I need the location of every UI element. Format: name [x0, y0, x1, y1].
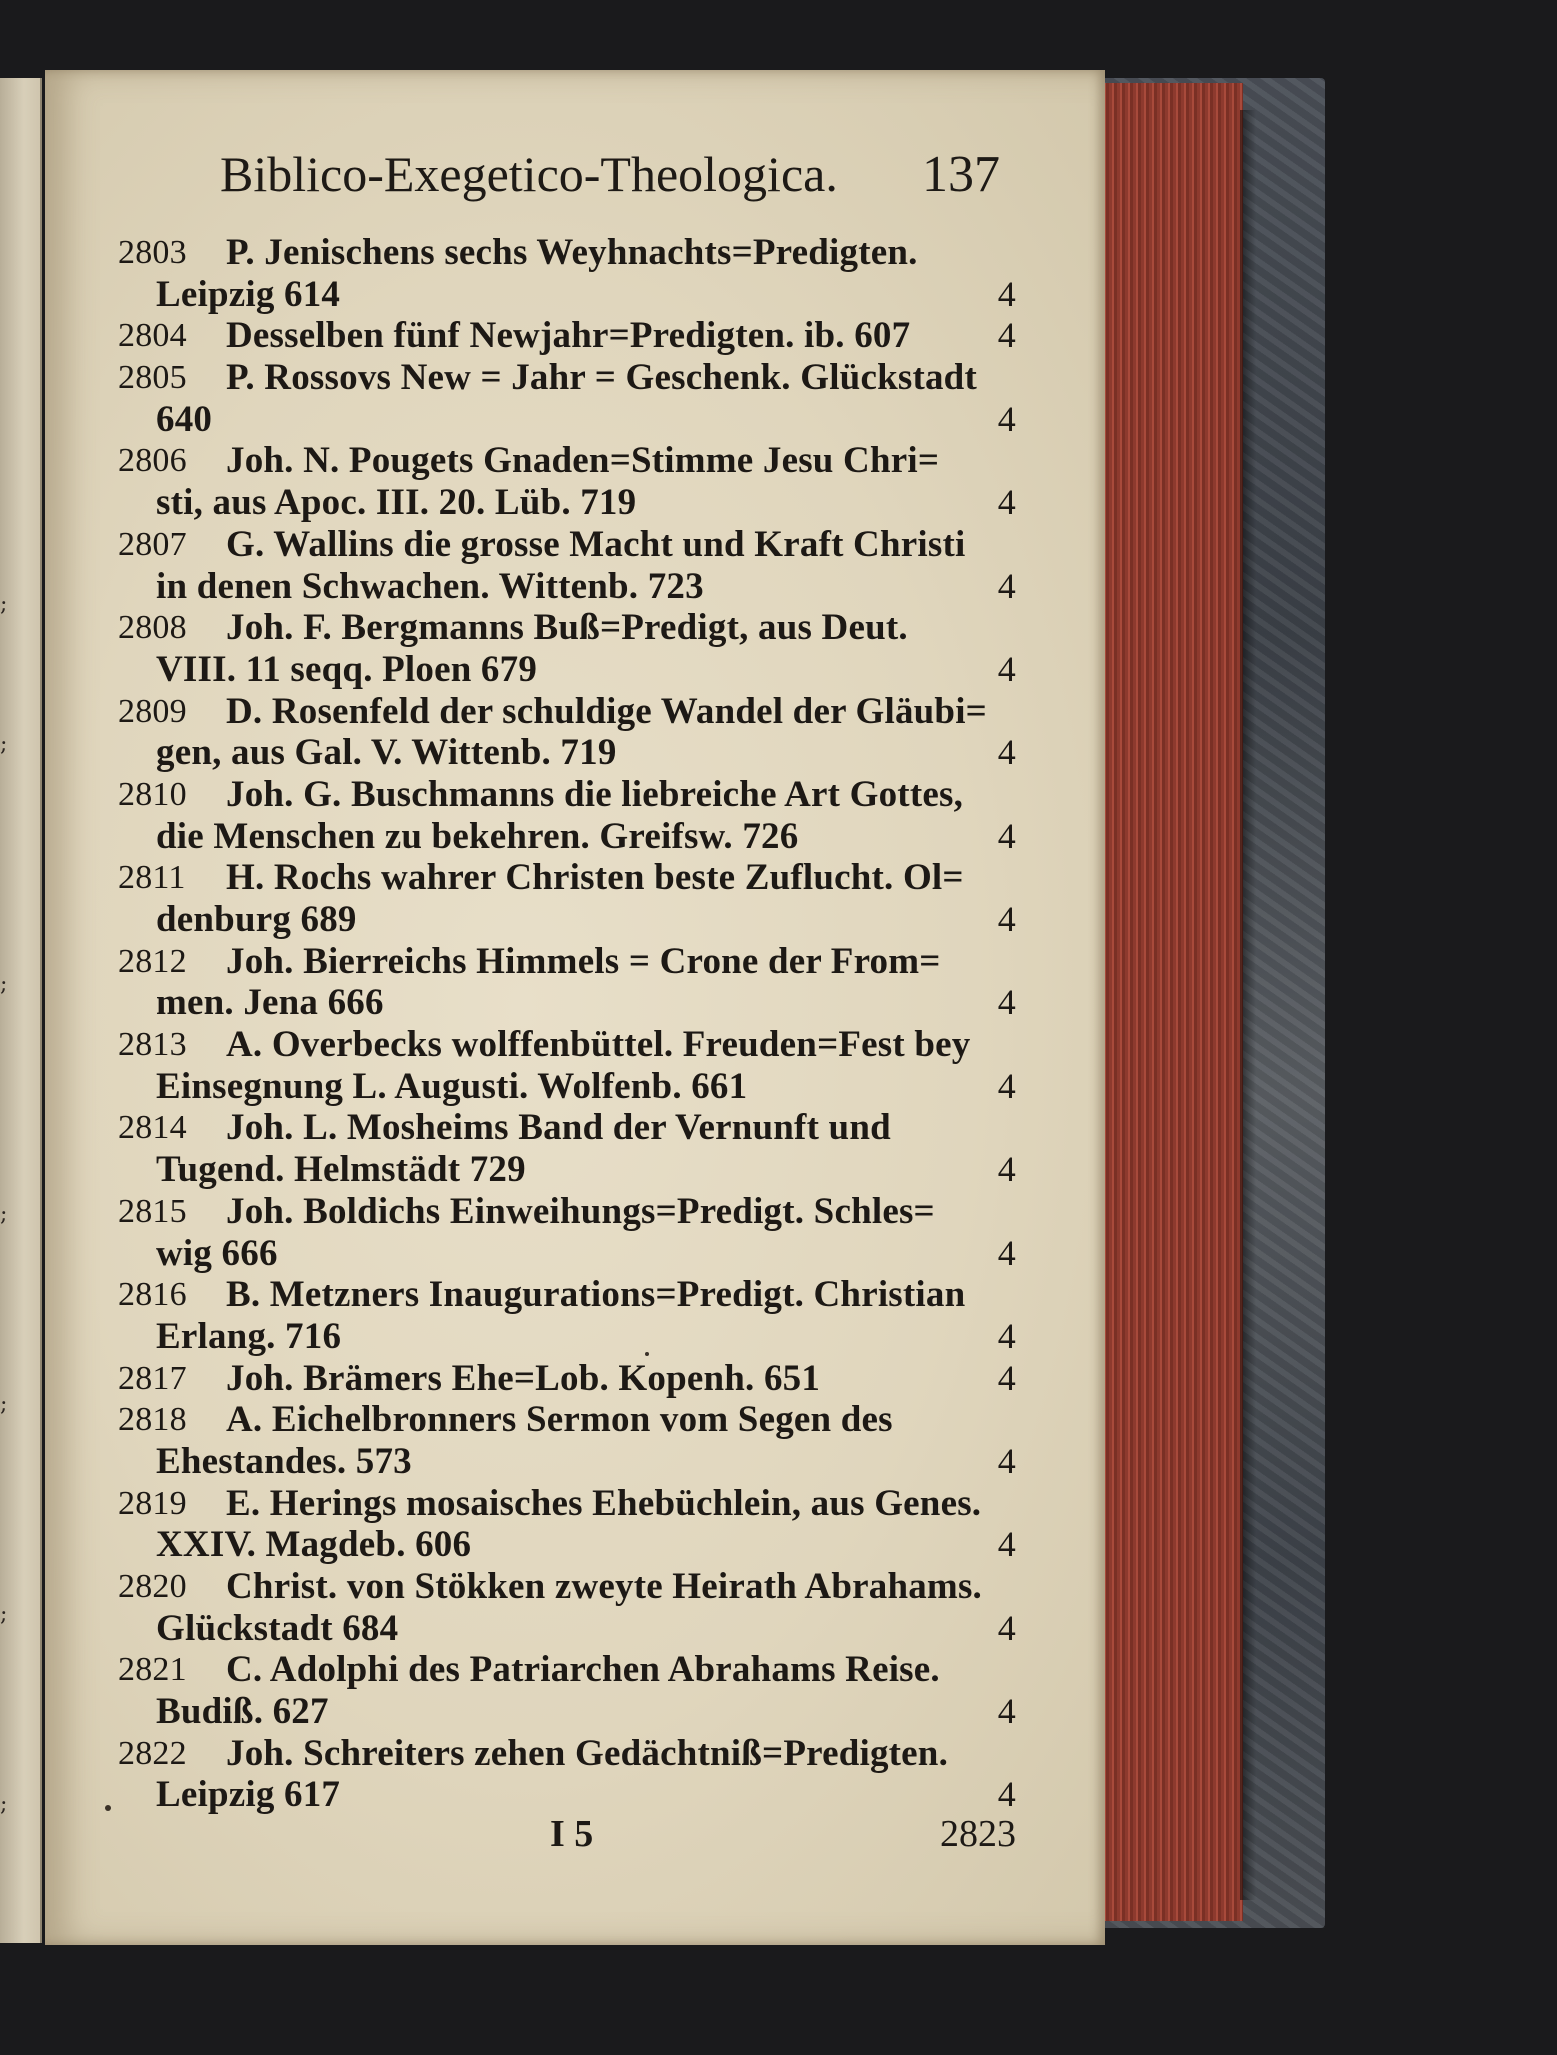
entry-text: Erlang. 716 — [156, 1315, 342, 1357]
entry-text: Ehestandes. 573 — [156, 1440, 412, 1482]
entry-line — [118, 1066, 1018, 1108]
entry-line — [118, 1233, 1018, 1275]
entry-text: C. Adolphi des Patriarchen Abrahams Reise. — [226, 1649, 940, 1691]
entry-price: 4 — [997, 1065, 1016, 1106]
entry-text: D. Rosenfeld der schuldige Wandel der Gläubi= — [226, 690, 987, 732]
entry-number: 2816 — [118, 1276, 187, 1314]
entry-text: Joh. Brämers Ehe=Lob. Kopenh. 651 — [226, 1357, 821, 1399]
entry-text: Leipzig 614 — [156, 273, 341, 315]
entry-line — [118, 941, 1018, 983]
entry-text: gen, aus Gal. V. Wittenb. 719 — [156, 732, 617, 774]
entry-price: 4 — [997, 273, 1016, 314]
entry-text: Joh. N. Pougets Gnaden=Stimme Jesu Chri= — [226, 440, 940, 482]
entry-number: 2808 — [118, 609, 187, 647]
edge-shadow — [1240, 110, 1256, 1900]
entry-line — [118, 1191, 1018, 1233]
entry-line — [118, 857, 1018, 899]
entry-text: B. Metzners Inaugurations=Predigt. Christian — [226, 1274, 966, 1316]
entry-line — [118, 1733, 1018, 1775]
entry-number: 2810 — [118, 775, 187, 813]
entry-text: in denen Schwachen. Wittenb. 723 — [156, 565, 704, 607]
entry-line — [118, 482, 1018, 524]
catchword: 2823 — [940, 1813, 1016, 1855]
entry-text: A. Overbecks wolffenbüttel. Freuden=Fest bey — [226, 1024, 971, 1066]
entry-text: die Menschen zu bekehren. Greifsw. 726 — [156, 815, 799, 857]
entry-line — [118, 691, 1018, 733]
entry-line — [118, 1774, 1018, 1816]
entry-price: 4 — [997, 1357, 1016, 1398]
entry-line — [118, 1566, 1018, 1608]
entry-price: 4 — [997, 1149, 1016, 1190]
entry-text: XXIV. Magdeb. 606 — [156, 1524, 472, 1566]
entry-line — [118, 774, 1018, 816]
entry-number: 2811 — [118, 859, 186, 897]
entry-line — [118, 1649, 1018, 1691]
entry-number: 2817 — [118, 1359, 187, 1397]
entry-number: 2803 — [118, 234, 187, 271]
entry-number: 2804 — [118, 317, 187, 355]
entry-price: 4 — [997, 1232, 1016, 1273]
entry-price: 4 — [997, 565, 1016, 606]
entry-number: 2807 — [118, 525, 187, 563]
entry-text: Desselben fünf Newjahr=Predigten. ib. 607 — [226, 315, 911, 357]
entry-line — [118, 1524, 1018, 1566]
entry-text: Budiß. 627 — [156, 1691, 329, 1733]
entry-text: 640 — [156, 398, 213, 440]
entry-line — [118, 440, 1018, 482]
entry-line — [118, 274, 1018, 316]
entry-text: Joh. F. Bergmanns Buß=Predigt, aus Deut. — [226, 607, 908, 649]
entry-text: Tugend. Helmstädt 729 — [156, 1149, 526, 1191]
entry-line — [118, 1107, 1018, 1149]
entry-text: P. Rossovs New = Jahr = Geschenk. Glückstadt — [226, 357, 977, 399]
entry-text: G. Wallins die grosse Macht und Kraft Christi — [226, 523, 966, 565]
entry-text: A. Eichelbronners Sermon vom Segen des — [226, 1399, 893, 1441]
entry-text: sti, aus Apoc. III. 20. Lüb. 719 — [156, 482, 637, 524]
entry-text: Joh. Bierreichs Himmels = Crone der From= — [226, 940, 941, 982]
entry-line — [118, 607, 1018, 649]
entry-line — [118, 1024, 1018, 1066]
entry-price: 4 — [997, 648, 1016, 689]
entry-number: 2822 — [118, 1734, 187, 1772]
entry-line — [118, 899, 1018, 941]
page-number: 137 — [922, 146, 1000, 203]
entry-line — [118, 232, 1018, 274]
entry-number: 2818 — [118, 1401, 187, 1439]
entry-line — [118, 1149, 1018, 1191]
entry-line — [118, 1483, 1018, 1525]
paper-speck — [105, 1805, 111, 1811]
entry-text: H. Rochs wahrer Christen beste Zuflucht. Ol= — [226, 857, 964, 899]
entry-line — [118, 1358, 1018, 1400]
signature-mark: I 5 — [550, 1813, 594, 1855]
entry-text: denburg 689 — [156, 899, 357, 940]
catalog-entries — [118, 232, 1018, 1816]
entry-text: Joh. L. Mosheims Band der Vernunft und — [226, 1107, 891, 1149]
entry-price: 4 — [997, 899, 1016, 939]
entry-text: E. Herings mosaisches Ehebüchlein, aus Genes. — [226, 1482, 982, 1524]
entry-number: 2809 — [118, 692, 187, 730]
entry-number: 2820 — [118, 1568, 187, 1605]
entry-line — [118, 1274, 1018, 1316]
entry-price: 4 — [997, 1524, 1016, 1565]
entry-text: Einsegnung L. Augusti. Wolfenb. 661 — [156, 1065, 748, 1107]
entry-price: 4 — [997, 398, 1016, 439]
entry-price: 4 — [997, 982, 1016, 1023]
entry-number: 2814 — [118, 1109, 187, 1147]
entry-text: Christ. von Stökken zweyte Heirath Abrahams. — [226, 1566, 982, 1607]
entry-number: 2805 — [118, 359, 187, 397]
entry-price: 4 — [997, 1315, 1016, 1356]
entry-line — [118, 1316, 1018, 1358]
page-footer — [118, 1812, 1018, 1856]
entry-text: Joh. Schreiters zehen Gedächtniß=Predigten. — [226, 1732, 949, 1774]
entry-text: Joh. Boldichs Einweihungs=Predigt. Schles= — [226, 1190, 935, 1232]
entry-price: 4 — [997, 315, 1016, 356]
entry-price: 4 — [997, 1440, 1016, 1481]
entry-text: P. Jenischens sechs Weyhnachts=Predigten. — [226, 232, 918, 273]
entry-line — [118, 566, 1018, 608]
entry-line — [118, 1691, 1018, 1733]
entry-text: wig 666 — [156, 1232, 278, 1274]
entry-text: Leipzig 617 — [156, 1774, 341, 1816]
entry-number: 2815 — [118, 1192, 187, 1230]
entry-line — [118, 649, 1018, 691]
entry-text: Glückstadt 684 — [156, 1607, 399, 1649]
entry-line — [118, 399, 1018, 441]
entry-line — [118, 524, 1018, 566]
entry-number: 2819 — [118, 1484, 187, 1522]
entry-text: men. Jena 666 — [156, 982, 384, 1024]
entry-price: 4 — [997, 1607, 1016, 1648]
entry-line — [118, 1399, 1018, 1441]
entry-number: 2813 — [118, 1026, 187, 1064]
entry-price: 4 — [997, 815, 1016, 856]
paper-speck — [645, 1352, 649, 1356]
previous-page-edge: ; ; ; ; ; ; ; — [0, 78, 42, 1943]
entry-price: 4 — [997, 1774, 1016, 1815]
entry-price: 4 — [997, 1691, 1016, 1732]
entry-line — [118, 1441, 1018, 1483]
entry-price: 4 — [997, 482, 1016, 523]
entry-number: 2812 — [118, 942, 187, 980]
page-title: Biblico-Exegetico-Theologica. — [220, 146, 838, 202]
entry-line — [118, 816, 1018, 858]
page-block-edge — [1098, 83, 1243, 1921]
entry-line — [118, 732, 1018, 774]
entry-line — [118, 982, 1018, 1024]
entry-text: Joh. G. Buschmanns die liebreiche Art Gottes, — [226, 773, 964, 815]
entry-line — [118, 1608, 1018, 1650]
entry-text: VIII. 11 seqq. Ploen 679 — [156, 648, 538, 690]
entry-number: 2806 — [118, 442, 187, 480]
entry-line — [118, 357, 1018, 399]
entry-line — [118, 315, 1018, 357]
entry-number: 2821 — [118, 1651, 187, 1689]
entry-price: 4 — [997, 732, 1016, 773]
